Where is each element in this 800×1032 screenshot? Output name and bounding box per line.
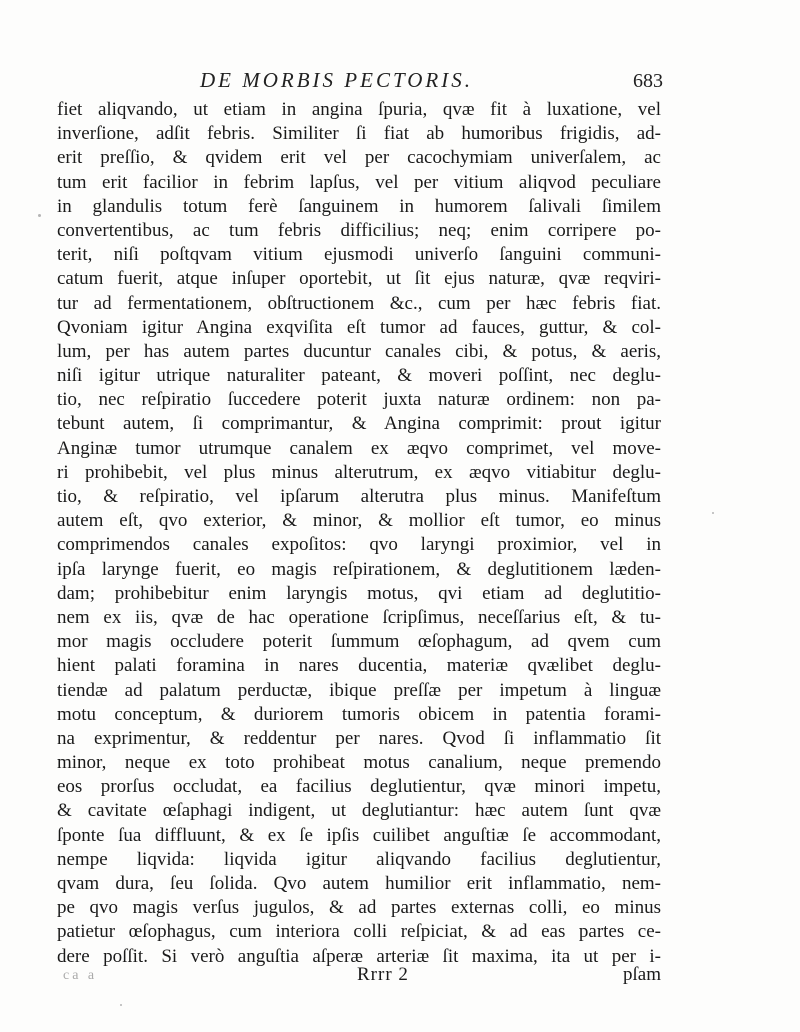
text-line: pe qvo magis verſus jugulos, & ad partes externas colli, eo minus (57, 897, 661, 919)
text-line: comprimendos canales expoſitos: qvo laryngi proximior, vel in (57, 534, 661, 556)
page-number: 683 (633, 70, 663, 92)
text-line: terit, niſi poſtqvam vitium ejusmodi univerſo ſanguini communi- (57, 244, 661, 266)
page-footer (57, 964, 661, 994)
running-title: DE MORBIS PECTORIS. (200, 68, 473, 92)
text-line: Anginæ tumor utrumque canalem ex æqvo comprimet, vel move- (57, 437, 661, 459)
bleed-through-fragment: ca a (63, 968, 98, 983)
text-line: convertentibus, ac tum febris difficilius; neq; enim corripere po- (57, 219, 661, 241)
ink-speck (712, 512, 714, 514)
main-text-block (57, 98, 661, 969)
text-line: tiendæ ad palatum perductæ, ibique preſſæ per impetum à linguæ (57, 679, 661, 701)
text-line: niſi igitur utrique naturaliter pateant, & moveri poſſint, nec deglu- (57, 365, 661, 387)
ink-speck (38, 214, 41, 217)
text-line: eos prorſus occludat, ea facilius deglutientur, qvæ minori impetu, (57, 776, 661, 798)
text-line: dam; prohibebitur enim laryngis motus, qvi etiam ad deglutitio- (57, 582, 661, 604)
text-line: fiet aliqvando, ut etiam in angina ſpuria, qvæ fit à luxatione, vel (57, 99, 661, 120)
text-line: patietur œſophagus, cum interiora colli reſpiciat, & ad eas partes ce- (57, 921, 661, 943)
text-line: tur ad fermentationem, obſtructionem &c., cum per hæc febris fiat. (57, 292, 661, 314)
text-line: tum erit facilior in febrim lapſus, vel per vitium aliqvod peculiare (57, 171, 661, 193)
catchword: pſam (623, 964, 661, 985)
text-line: lum, per has autem partes ducuntur canales cibi, & potus, & aeris, (57, 340, 661, 362)
text-line: catum fuerit, atque inſuper oportebit, ut ſit ejus naturæ, qvæ reqviri- (57, 268, 661, 290)
text-line: nempe liqvida: liqvida igitur aliqvando facilius deglutientur, (57, 848, 661, 870)
text-line: tebunt autem, ſi comprimantur, & Angina comprimit: prout igitur (57, 413, 661, 435)
text-line: in glandulis totum ferè ſanguinem in humorem ſalivali ſimilem (57, 195, 661, 217)
text-line: ri prohibebit, vel plus minus alterutrum, ex æqvo vitiabitur deglu- (57, 461, 661, 483)
text-line: tio, nec reſpiratio ſuccedere poterit juxta naturæ ordinem: non pa- (57, 389, 661, 411)
text-line: tio, & reſpiratio, vel ipſarum alterutra plus minus. Manifeſtum (57, 486, 661, 507)
text-line: nem ex iis, qvæ de hac operatione ſcripſimus, neceſſarius eſt, & tu- (57, 606, 661, 628)
text-line: ipſa larynge fuerit, eo magis reſpirationem, & deglutitionem læden- (57, 558, 661, 580)
text-line: motu conceptum, & duriorem tumoris obicem in patentia forami- (57, 703, 661, 725)
signature-mark: Rrrr 2 (357, 964, 409, 985)
ink-speck (120, 1004, 122, 1006)
text-line: minor, neque ex toto prohibeat motus canalium, neque premendo (57, 752, 661, 774)
text-line: Qvoniam igitur Angina exqviſita eſt tumor ad fauces, guttur, & col- (57, 316, 661, 338)
text-line: na exprimentur, & reddentur per nares. Qvod ſi inflammatio ſit (57, 727, 661, 749)
text-line: qvam dura, ſeu ſolida. Qvo autem humilior erit inflammatio, nem- (57, 873, 661, 894)
text-line: dere poſſit. Si verò anguſtia aſperæ arteriæ ſit maxima, ita ut per i- (57, 945, 661, 967)
text-line: hient palati foramina in nares ducentia, materiæ qvælibet deglu- (57, 655, 661, 677)
text-line: erit preſſio, & qvidem erit vel per cacochymiam univerſalem, ac (57, 147, 661, 169)
text-line: autem eſt, qvo exterior, & minor, & mollior eſt tumor, eo minus (57, 510, 661, 532)
text-line: mor magis occludere poterit ſummum œſophagum, ad qvem cum (57, 631, 661, 653)
text-line: ſponte ſua diffluunt, & ex ſe ipſis cuilibet anguſtiæ ſe accommodant, (57, 824, 661, 846)
text-line: inverſione, adſit febris. Similiter ſi fiat ab humoribus frigidis, ad- (57, 123, 661, 145)
text-line: & cavitate œſaphagi indigent, ut deglutiantur: hæc autem ſunt qvæ (57, 800, 661, 822)
